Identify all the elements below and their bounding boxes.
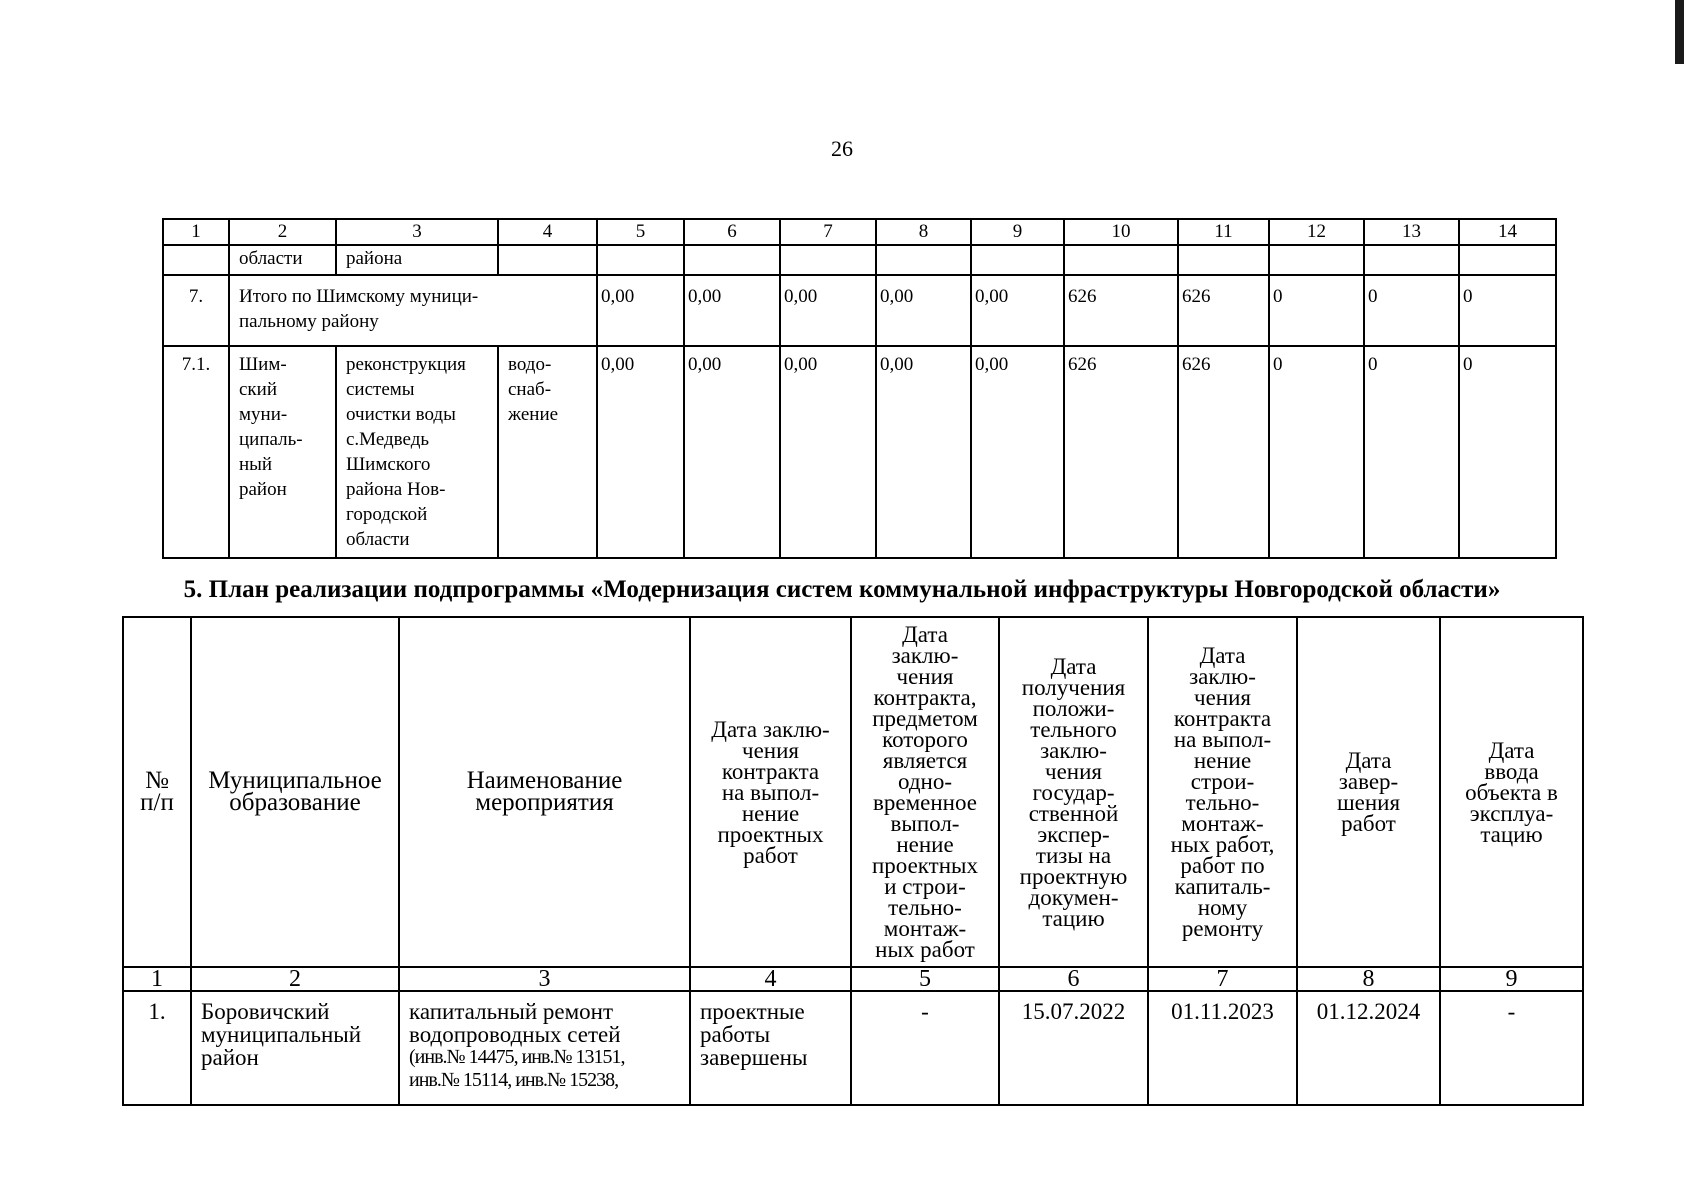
table-cell: 626	[1178, 346, 1269, 558]
measure-cell	[399, 991, 690, 1105]
total-label: Итого по Шимскому муници- пальному району	[229, 275, 597, 346]
column-number: 2	[191, 967, 399, 991]
measure-cell: реконструкция системы очистки воды с.Медведь Шимского района Нов- городской области	[336, 346, 498, 558]
column-header: Дата получения положи- тельного заклю- чения государ- ственной экспер- тизы на проектную докумен- тацию	[999, 617, 1148, 967]
continuation-table	[162, 218, 1557, 559]
column-number: 13	[1364, 219, 1459, 245]
column-number: 1	[123, 967, 191, 991]
column-number-row	[123, 967, 1583, 991]
table-cell: 0,00	[780, 275, 876, 346]
table-cell: 0,00	[684, 275, 780, 346]
expertise-date-cell: 15.07.2022	[999, 991, 1148, 1105]
column-number: 5	[597, 219, 684, 245]
column-number: 8	[876, 219, 971, 245]
municipality-cell: Боровичский муниципальный район	[191, 991, 399, 1105]
table-cell: 626	[1064, 275, 1178, 346]
measure-name: капитальный ремонт водопроводных сетей	[409, 999, 621, 1047]
column-header: Дата заклю- чения контракта на выпол- нение проектных работ	[690, 617, 851, 967]
column-number: 4	[498, 219, 597, 245]
column-header: Дата ввода объекта в эксплуа- тацию	[1440, 617, 1583, 967]
municipality-cell: Шим- ский муни- ципаль- ный район	[229, 346, 336, 558]
table-cell: 0	[1364, 275, 1459, 346]
column-number: 3	[336, 219, 498, 245]
table-row-total	[163, 275, 1556, 346]
column-number: 7	[1148, 967, 1297, 991]
column-number: 8	[1297, 967, 1440, 991]
column-number: 2	[229, 219, 336, 245]
table-cell: 0,00	[684, 346, 780, 558]
column-number: 6	[684, 219, 780, 245]
column-number: 9	[971, 219, 1064, 245]
project-contract-cell: проектные работы завершены	[690, 991, 851, 1105]
column-header: Муниципальное образование	[191, 617, 399, 967]
table-row	[163, 346, 1556, 558]
row-number: 7.1.	[163, 346, 229, 558]
measure-inventory-numbers: (инв.№ 14475, инв.№ 13151, инв.№ 15114, инв.№ 15238,	[409, 1046, 625, 1091]
table-cell: 0,00	[597, 275, 684, 346]
table-cell: района	[336, 245, 498, 275]
table-cell: 0,00	[876, 275, 971, 346]
table-cell: 0,00	[780, 346, 876, 558]
table-cell: 0,00	[971, 346, 1064, 558]
page-number: 26	[831, 136, 853, 161]
table-cell: 0	[1459, 346, 1556, 558]
column-number: 4	[690, 967, 851, 991]
table-cell: 0,00	[597, 346, 684, 558]
commissioning-date-cell: -	[1440, 991, 1583, 1105]
table-cell: 0	[1269, 275, 1364, 346]
table-cell: области	[229, 245, 336, 275]
table-cell: 0,00	[876, 346, 971, 558]
table-cell: 0,00	[971, 275, 1064, 346]
column-header: № п/п	[123, 617, 191, 967]
row-number: 1.	[123, 991, 191, 1105]
table-cell: 626	[1178, 275, 1269, 346]
table-row	[123, 991, 1583, 1105]
table-cell: 0	[1459, 275, 1556, 346]
column-number: 14	[1459, 219, 1556, 245]
column-number-row	[163, 219, 1556, 245]
column-number: 6	[999, 967, 1148, 991]
table-cell: 626	[1064, 346, 1178, 558]
table-row	[163, 245, 1556, 275]
column-number: 12	[1269, 219, 1364, 245]
column-number: 1	[163, 219, 229, 245]
column-header: Дата заклю- чения контракта, предметом которого является одно- временное выпол- нение проектных и строи- тельно- монтаж- ных работ	[851, 617, 999, 967]
type-cell: водо- снаб- жение	[498, 346, 597, 558]
column-number: 9	[1440, 967, 1583, 991]
section-heading: 5. План реализации подпрограммы «Модернизация систем коммунальной инфраструктуры Новгородской области»	[183, 576, 1501, 603]
row-number: 7.	[163, 275, 229, 346]
column-header: Дата заклю- чения контракта на выпол- нение строи- тельно- монтаж- ных работ, работ по капиталь- ному ремонту	[1148, 617, 1297, 967]
table-cell: 0	[1269, 346, 1364, 558]
construction-contract-date-cell: 01.11.2023	[1148, 991, 1297, 1105]
column-number: 10	[1064, 219, 1178, 245]
column-number: 7	[780, 219, 876, 245]
column-number: 11	[1178, 219, 1269, 245]
completion-date-cell: 01.12.2024	[1297, 991, 1440, 1105]
table-cell: -	[851, 991, 999, 1105]
table-cell: 0	[1364, 346, 1459, 558]
column-header: Дата завер- шения работ	[1297, 617, 1440, 967]
scan-edge-mark	[1675, 0, 1684, 64]
plan-table	[122, 616, 1584, 1106]
column-number: 5	[851, 967, 999, 991]
header-row	[123, 617, 1583, 967]
column-number: 3	[399, 967, 690, 991]
column-header: Наименование мероприятия	[399, 617, 690, 967]
